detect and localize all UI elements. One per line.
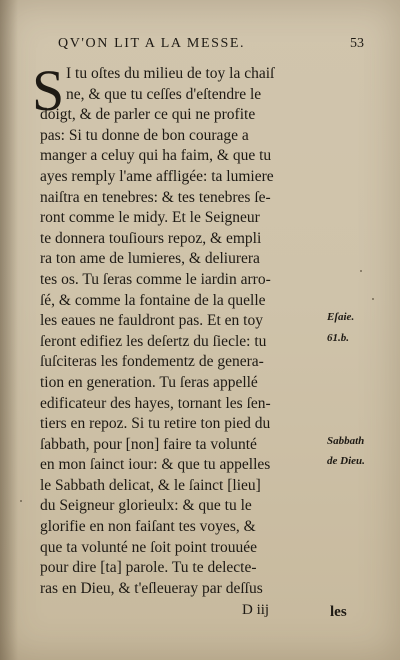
text-line: manger a celuy qui ha faim, & que tu: [40, 147, 272, 165]
text-line: glorifie en non faiſant tes voyes, &: [40, 518, 256, 536]
margin-note-sabbath: Sabbath: [327, 435, 365, 447]
text-line: te donnera touſiours repoz, & empli: [40, 229, 262, 247]
text-line: que ta volunté ne ſoit point trouuée: [40, 538, 257, 556]
text-line: pour dire [ta] parole. Tu te delecte-: [40, 559, 257, 577]
signature-mark: D iij: [242, 602, 270, 618]
drop-cap: S: [32, 58, 65, 123]
catchword: les: [330, 604, 347, 620]
paper-speck: [20, 500, 22, 502]
text-line: ras en Dieu, & t'eſleueray par deſſus: [40, 579, 263, 597]
text-line: ſabbath, pour [non] faire ta volunté: [40, 435, 257, 453]
text-line: ayes remply l'ame affligée: ta lumiere: [40, 167, 274, 185]
body-text: [40, 64, 320, 599]
text-line: tiers en repoz. Si tu retire ton pied du: [40, 415, 271, 433]
page-header: [58, 36, 364, 58]
paper-speck: [360, 270, 362, 272]
text-line: du Seigneur glorieulx: & que tu le: [40, 497, 252, 515]
running-head: QV'ON LIT A LA MESSE.: [58, 36, 246, 51]
paper-speck: [372, 298, 374, 300]
text-line: les eaues ne fauldront pas. Et en toy: [40, 312, 263, 330]
text-line: tes os. Tu ſeras comme le iardin arro-: [40, 270, 271, 288]
text-line: ſé, & comme la fontaine de la quelle: [40, 291, 266, 309]
text-line: en mon ſainct iour: & que tu appelles: [40, 456, 271, 474]
gutter-shadow: [0, 0, 18, 660]
text-line: tion en generation. Tu ſeras appellé: [40, 373, 258, 391]
text-line: ront comme le midy. Et le Seigneur: [40, 209, 260, 227]
text-line: ne, & que tu ceſſes d'eſtendre le: [66, 85, 262, 103]
text-line: le Sabbath delicat, & le ſainct [lieu]: [40, 476, 261, 494]
text-line: I tu oſtes du milieu de toy la chaiſ: [66, 65, 275, 82]
margin-note-reference: 61.b.: [327, 332, 349, 344]
text-line: pas: Si tu donne de bon courage a: [40, 126, 249, 144]
text-line: ſeront edifiez les deſertz du ſiecle: tu: [40, 332, 267, 350]
margin-note-esaie: Eſaie.: [327, 311, 355, 323]
margin-note-de-dieu: de Dieu.: [327, 455, 365, 467]
text-line: doigt, & de parler ce qui ne profite: [40, 106, 256, 124]
text-line: ra ton ame de lumieres, & deliurera: [40, 250, 260, 268]
text-line: naiſtra en tenebres: & tes tenebres ſe-: [40, 188, 271, 206]
text-line: edificateur des hayes, tornant les ſen-: [40, 394, 271, 412]
text-line: ſuſciteras les fondementz de genera-: [40, 353, 264, 371]
page-number: 53: [350, 36, 364, 51]
